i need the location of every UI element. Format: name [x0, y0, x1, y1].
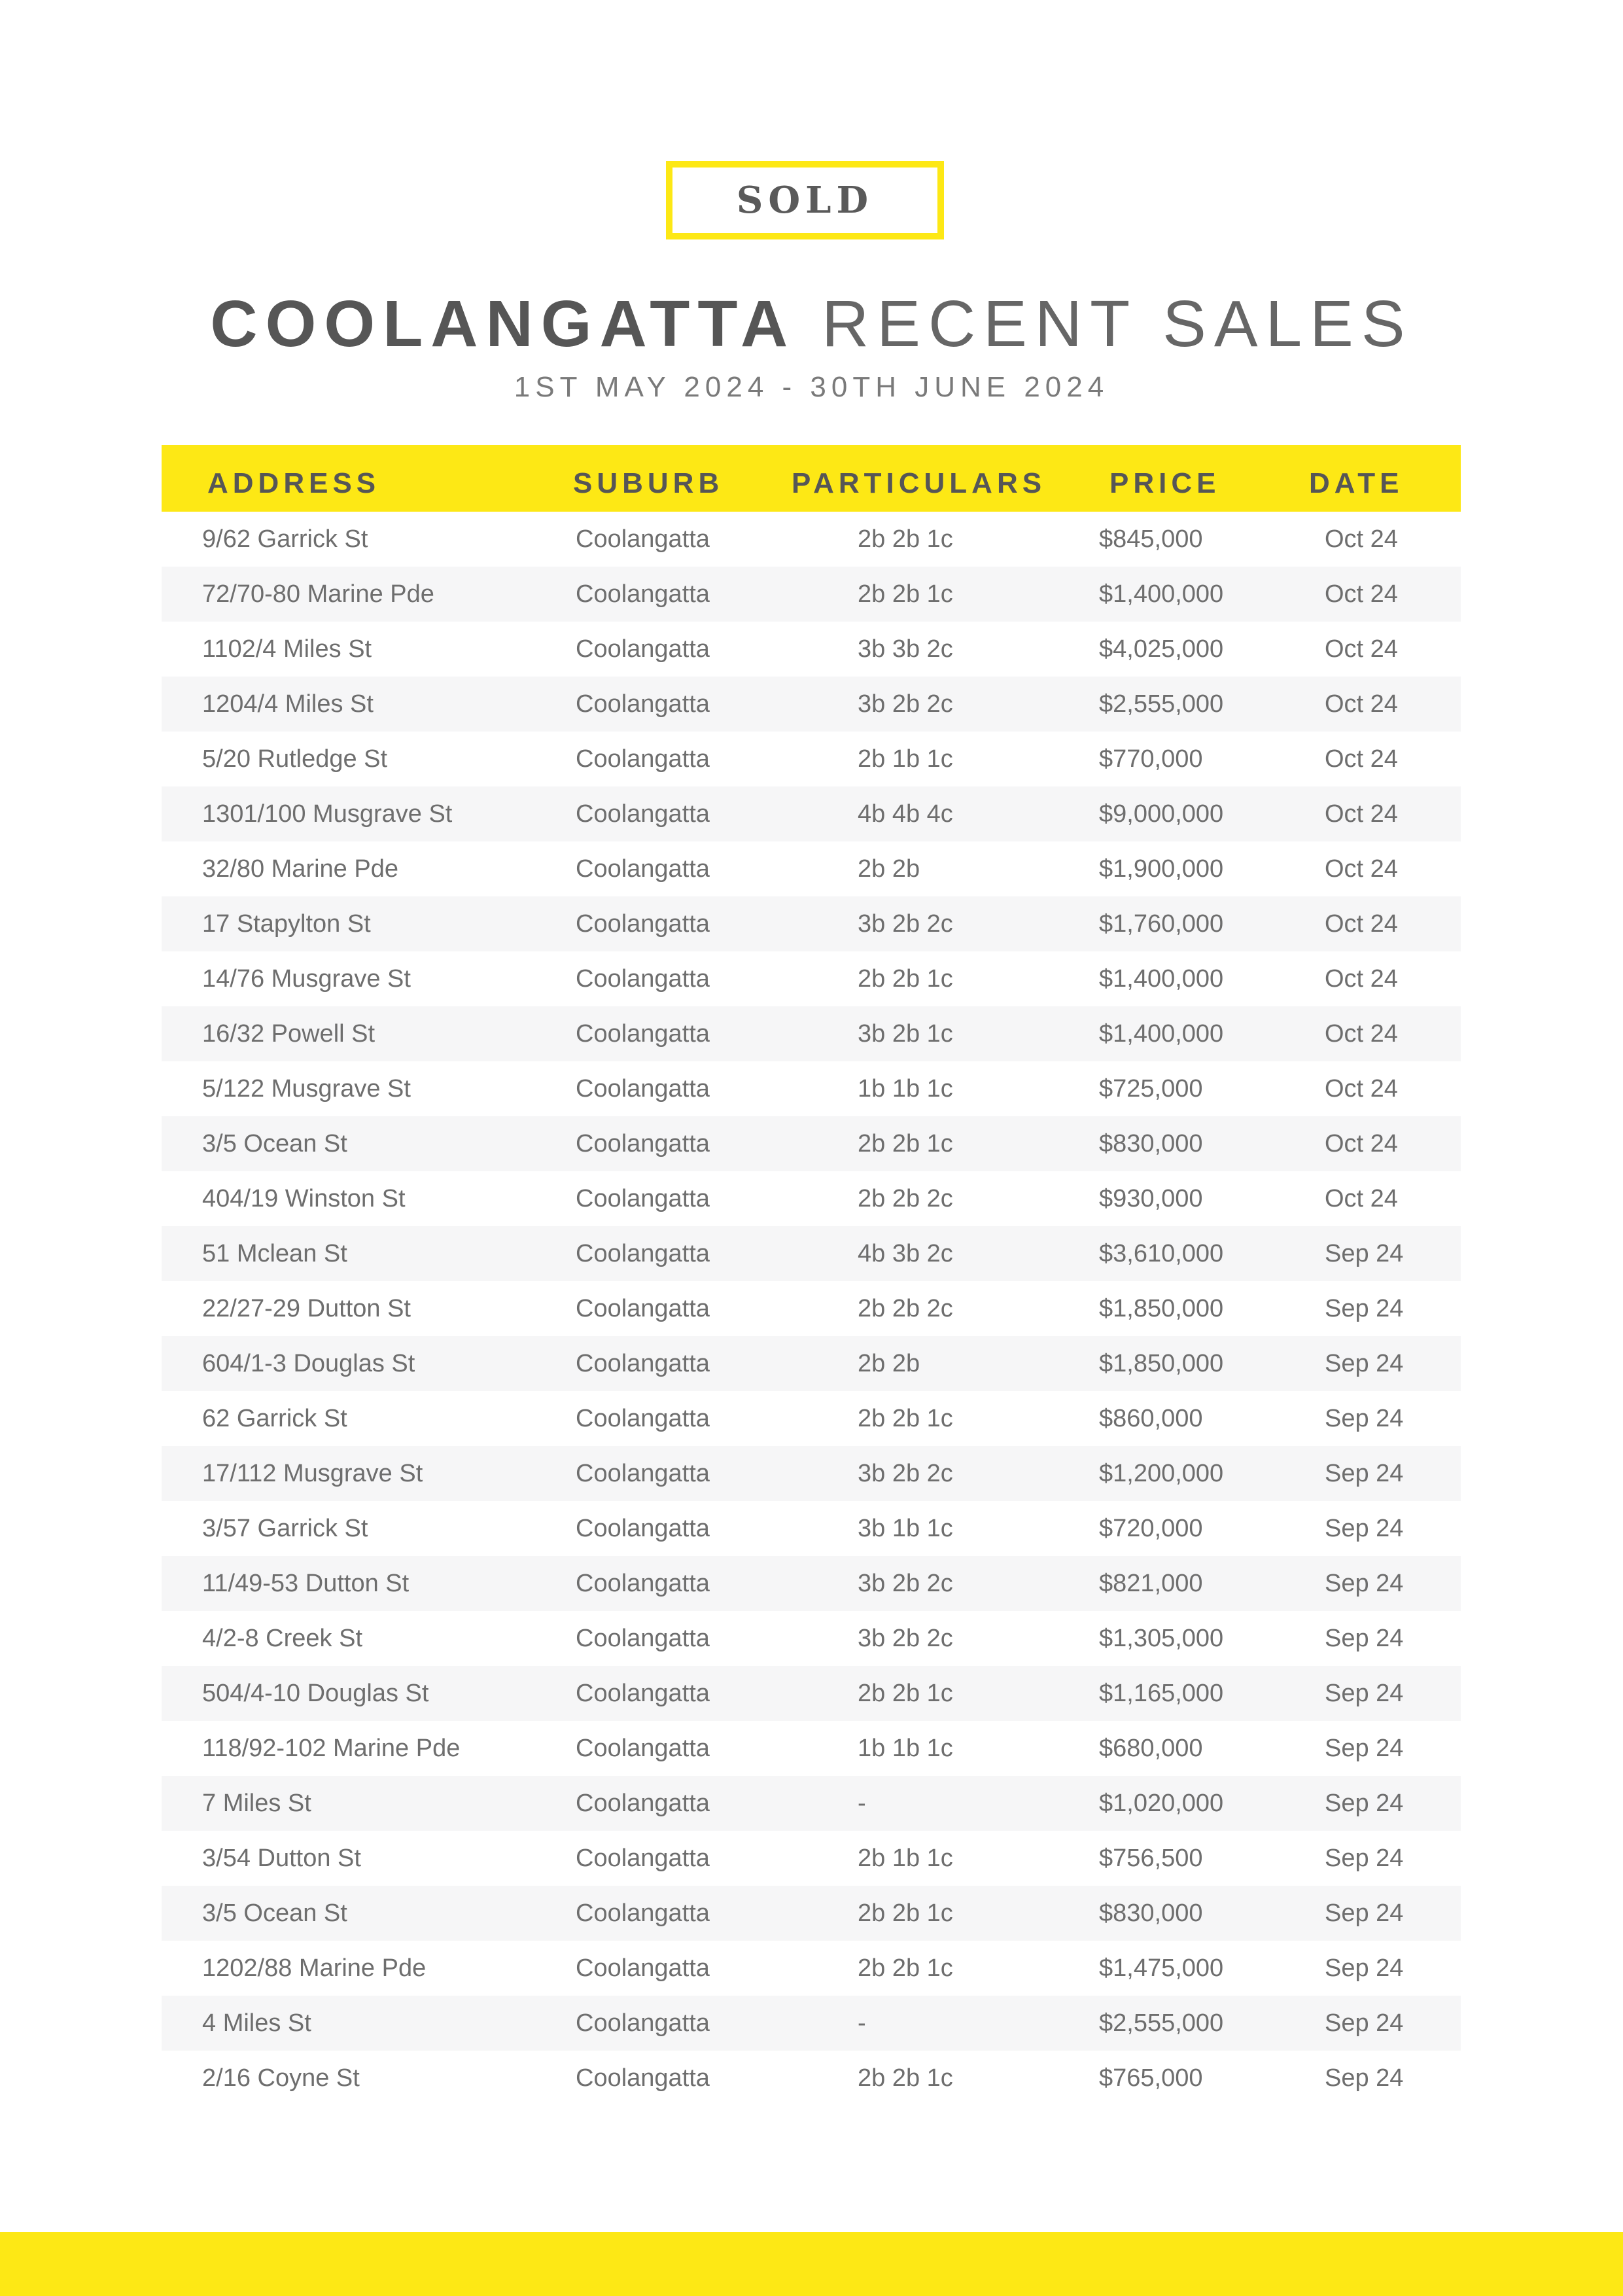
address-cell: 11/49-53 Dutton St — [202, 1570, 410, 1597]
address-cell: 5/20 Rutledge St — [202, 745, 388, 773]
price-cell: $1,165,000 — [1099, 1680, 1224, 1707]
date-cell: Oct 24 — [1325, 635, 1398, 663]
particulars-cell: 2b 2b 1c — [858, 1954, 953, 1982]
date-cell: Oct 24 — [1325, 580, 1398, 608]
date-cell: Oct 24 — [1325, 1130, 1398, 1157]
date-cell: Oct 24 — [1325, 910, 1398, 938]
suburb-cell: Coolangatta — [576, 1680, 710, 1707]
suburb-cell: Coolangatta — [576, 1130, 710, 1157]
particulars-cell: 3b 1b 1c — [858, 1515, 953, 1542]
particulars-cell: 1b 1b 1c — [858, 1075, 953, 1103]
date-cell: Oct 24 — [1325, 1020, 1398, 1048]
table-row — [162, 1171, 1461, 1226]
particulars-cell: 3b 2b 2c — [858, 1460, 953, 1487]
particulars-cell: 4b 3b 2c — [858, 1240, 953, 1267]
table-row — [162, 1391, 1461, 1446]
date-range-subtitle: 1ST MAY 2024 - 30TH JUNE 2024 — [514, 371, 1109, 403]
date-cell: Sep 24 — [1325, 1954, 1404, 1982]
date-cell: Oct 24 — [1325, 965, 1398, 993]
address-cell: 51 Mclean St — [202, 1240, 347, 1267]
suburb-cell: Coolangatta — [576, 1790, 710, 1817]
particulars-cell: 2b 2b 1c — [858, 1130, 953, 1157]
address-cell: 17/112 Musgrave St — [202, 1460, 423, 1487]
price-cell: $756,500 — [1099, 1845, 1203, 1872]
price-cell: $1,020,000 — [1099, 1790, 1224, 1817]
footer-bar — [0, 2232, 1623, 2296]
sold-badge-label: SOLD — [736, 179, 874, 222]
column-header-price: PRICE — [1109, 467, 1221, 499]
date-cell: Sep 24 — [1325, 1845, 1404, 1872]
particulars-cell: 2b 2b — [858, 855, 920, 883]
table-row — [162, 1226, 1461, 1281]
price-cell: $860,000 — [1099, 1405, 1203, 1432]
suburb-cell: Coolangatta — [576, 525, 710, 553]
table-row — [162, 512, 1461, 567]
date-cell: Sep 24 — [1325, 2009, 1404, 2037]
particulars-cell: 2b 1b 1c — [858, 1845, 953, 1872]
date-cell: Sep 24 — [1325, 1625, 1404, 1652]
table-row — [162, 1446, 1461, 1501]
price-cell: $845,000 — [1099, 525, 1203, 553]
price-cell: $1,760,000 — [1099, 910, 1224, 938]
price-cell: $1,400,000 — [1099, 580, 1224, 608]
particulars-cell: 2b 2b 1c — [858, 965, 953, 993]
price-cell: $830,000 — [1099, 1130, 1203, 1157]
table-row — [162, 1941, 1461, 1996]
address-cell: 3/57 Garrick St — [202, 1515, 368, 1542]
particulars-cell: 2b 2b 1c — [858, 1680, 953, 1707]
date-cell: Oct 24 — [1325, 745, 1398, 773]
suburb-cell: Coolangatta — [576, 1845, 710, 1872]
table-row — [162, 1831, 1461, 1886]
particulars-cell: 2b 2b 1c — [858, 525, 953, 553]
suburb-cell: Coolangatta — [576, 1735, 710, 1762]
suburb-cell: Coolangatta — [576, 1295, 710, 1322]
suburb-cell: Coolangatta — [576, 1515, 710, 1542]
suburb-cell: Coolangatta — [576, 1625, 710, 1652]
table-row — [162, 567, 1461, 622]
date-cell: Oct 24 — [1325, 855, 1398, 883]
date-cell: Sep 24 — [1325, 1240, 1404, 1267]
suburb-cell: Coolangatta — [576, 1185, 710, 1212]
suburb-cell: Coolangatta — [576, 1954, 710, 1982]
particulars-cell: - — [858, 1790, 866, 1817]
date-cell: Oct 24 — [1325, 1185, 1398, 1212]
address-cell: 4 Miles St — [202, 2009, 311, 2037]
table-row — [162, 841, 1461, 896]
suburb-cell: Coolangatta — [576, 1405, 710, 1432]
price-cell: $4,025,000 — [1099, 635, 1224, 663]
particulars-cell: 2b 2b 2c — [858, 1295, 953, 1322]
address-cell: 1202/88 Marine Pde — [202, 1954, 427, 1982]
date-cell: Sep 24 — [1325, 1460, 1404, 1487]
column-header-particulars: PARTICULARS — [792, 467, 1047, 499]
price-cell: $9,000,000 — [1099, 800, 1224, 828]
price-cell: $1,200,000 — [1099, 1460, 1224, 1487]
date-cell: Sep 24 — [1325, 1350, 1404, 1377]
table-row — [162, 622, 1461, 677]
price-cell: $830,000 — [1099, 1899, 1203, 1927]
suburb-cell: Coolangatta — [576, 2064, 710, 2092]
address-cell: 4/2-8 Creek St — [202, 1625, 362, 1652]
address-cell: 22/27-29 Dutton St — [202, 1295, 411, 1322]
column-header-address: ADDRESS — [207, 467, 381, 499]
address-cell: 1301/100 Musgrave St — [202, 800, 453, 828]
table-row — [162, 1336, 1461, 1391]
particulars-cell: 3b 3b 2c — [858, 635, 953, 663]
table-header — [162, 445, 1461, 512]
suburb-cell: Coolangatta — [576, 910, 710, 938]
table-row — [162, 951, 1461, 1006]
date-cell: Sep 24 — [1325, 1735, 1404, 1762]
particulars-cell: 2b 2b — [858, 1350, 920, 1377]
suburb-cell: Coolangatta — [576, 690, 710, 718]
price-cell: $1,475,000 — [1099, 1954, 1224, 1982]
table-row — [162, 2051, 1461, 2106]
particulars-cell: 2b 2b 1c — [858, 1405, 953, 1432]
particulars-cell: - — [858, 2009, 866, 2037]
suburb-cell: Coolangatta — [576, 1899, 710, 1927]
sold-badge — [666, 161, 944, 239]
address-cell: 72/70-80 Marine Pde — [202, 580, 434, 608]
date-cell: Oct 24 — [1325, 1075, 1398, 1103]
table-row — [162, 1996, 1461, 2051]
price-cell: $2,555,000 — [1099, 2009, 1224, 2037]
suburb-cell: Coolangatta — [576, 800, 710, 828]
particulars-cell: 3b 2b 2c — [858, 910, 953, 938]
price-cell: $680,000 — [1099, 1735, 1203, 1762]
date-cell: Oct 24 — [1325, 525, 1398, 553]
address-cell: 604/1-3 Douglas St — [202, 1350, 415, 1377]
address-cell: 17 Stapylton St — [202, 910, 371, 938]
price-cell: $770,000 — [1099, 745, 1203, 773]
particulars-cell: 2b 1b 1c — [858, 745, 953, 773]
suburb-cell: Coolangatta — [576, 1460, 710, 1487]
suburb-cell: Coolangatta — [576, 1020, 710, 1048]
particulars-cell: 2b 2b 1c — [858, 1899, 953, 1927]
table-row — [162, 677, 1461, 732]
table-row — [162, 1116, 1461, 1171]
particulars-cell: 3b 2b 1c — [858, 1020, 953, 1048]
particulars-cell: 3b 2b 2c — [858, 1570, 953, 1597]
address-cell: 504/4-10 Douglas St — [202, 1680, 429, 1707]
date-cell: Sep 24 — [1325, 2064, 1404, 2092]
particulars-cell: 2b 2b 1c — [858, 2064, 953, 2092]
table-row — [162, 1061, 1461, 1116]
date-cell: Sep 24 — [1325, 1515, 1404, 1542]
suburb-cell: Coolangatta — [576, 580, 710, 608]
suburb-cell: Coolangatta — [576, 745, 710, 773]
suburb-cell: Coolangatta — [576, 965, 710, 993]
table-row — [162, 1611, 1461, 1666]
address-cell: 2/16 Coyne St — [202, 2064, 360, 2092]
column-header-suburb: SUBURB — [573, 467, 724, 499]
suburb-cell: Coolangatta — [576, 1075, 710, 1103]
address-cell: 5/122 Musgrave St — [202, 1075, 411, 1103]
suburb-cell: Coolangatta — [576, 2009, 710, 2037]
particulars-cell: 1b 1b 1c — [858, 1735, 953, 1762]
table-row — [162, 1006, 1461, 1061]
date-cell: Sep 24 — [1325, 1570, 1404, 1597]
price-cell: $765,000 — [1099, 2064, 1203, 2092]
address-cell: 3/5 Ocean St — [202, 1130, 347, 1157]
column-header-date: DATE — [1309, 467, 1404, 499]
address-cell: 404/19 Winston St — [202, 1185, 406, 1212]
price-cell: $1,850,000 — [1099, 1295, 1224, 1322]
suburb-cell: Coolangatta — [576, 635, 710, 663]
address-cell: 3/54 Dutton St — [202, 1845, 361, 1872]
suburb-cell: Coolangatta — [576, 1240, 710, 1267]
table-row — [162, 1721, 1461, 1776]
page-title-suburb: COOLANGATTA — [210, 287, 796, 361]
table-row — [162, 1886, 1461, 1941]
address-cell: 62 Garrick St — [202, 1405, 347, 1432]
suburb-cell: Coolangatta — [576, 855, 710, 883]
table-row — [162, 786, 1461, 841]
table-row — [162, 896, 1461, 951]
table-row — [162, 732, 1461, 786]
table-row — [162, 1666, 1461, 1721]
price-cell: $2,555,000 — [1099, 690, 1224, 718]
price-cell: $1,900,000 — [1099, 855, 1224, 883]
price-cell: $1,850,000 — [1099, 1350, 1224, 1377]
date-cell: Oct 24 — [1325, 800, 1398, 828]
address-cell: 32/80 Marine Pde — [202, 855, 398, 883]
price-cell: $1,305,000 — [1099, 1625, 1224, 1652]
suburb-cell: Coolangatta — [576, 1350, 710, 1377]
particulars-cell: 4b 4b 4c — [858, 800, 953, 828]
address-cell: 16/32 Powell St — [202, 1020, 375, 1048]
price-cell: $930,000 — [1099, 1185, 1203, 1212]
address-cell: 1204/4 Miles St — [202, 690, 374, 718]
date-cell: Oct 24 — [1325, 690, 1398, 718]
particulars-cell: 2b 2b 2c — [858, 1185, 953, 1212]
page-title-recent-sales: RECENT SALES — [822, 287, 1413, 361]
date-cell: Sep 24 — [1325, 1899, 1404, 1927]
date-cell: Sep 24 — [1325, 1680, 1404, 1707]
table-row — [162, 1776, 1461, 1831]
address-cell: 3/5 Ocean St — [202, 1899, 347, 1927]
price-cell: $725,000 — [1099, 1075, 1203, 1103]
date-cell: Sep 24 — [1325, 1405, 1404, 1432]
table-row — [162, 1556, 1461, 1611]
price-cell: $1,400,000 — [1099, 1020, 1224, 1048]
address-cell: 9/62 Garrick St — [202, 525, 368, 553]
price-cell: $720,000 — [1099, 1515, 1203, 1542]
price-cell: $821,000 — [1099, 1570, 1203, 1597]
table-row — [162, 1281, 1461, 1336]
table-row — [162, 1501, 1461, 1556]
address-cell: 7 Miles St — [202, 1790, 311, 1817]
price-cell: $3,610,000 — [1099, 1240, 1224, 1267]
page-title — [0, 281, 1623, 366]
particulars-cell: 3b 2b 2c — [858, 690, 953, 718]
suburb-cell: Coolangatta — [576, 1570, 710, 1597]
price-cell: $1,400,000 — [1099, 965, 1224, 993]
date-cell: Sep 24 — [1325, 1790, 1404, 1817]
address-cell: 1102/4 Miles St — [202, 635, 372, 663]
particulars-cell: 3b 2b 2c — [858, 1625, 953, 1652]
address-cell: 14/76 Musgrave St — [202, 965, 411, 993]
particulars-cell: 2b 2b 1c — [858, 580, 953, 608]
address-cell: 118/92-102 Marine Pde — [202, 1735, 461, 1762]
sales-table-body — [162, 512, 1461, 2106]
date-cell: Sep 24 — [1325, 1295, 1404, 1322]
